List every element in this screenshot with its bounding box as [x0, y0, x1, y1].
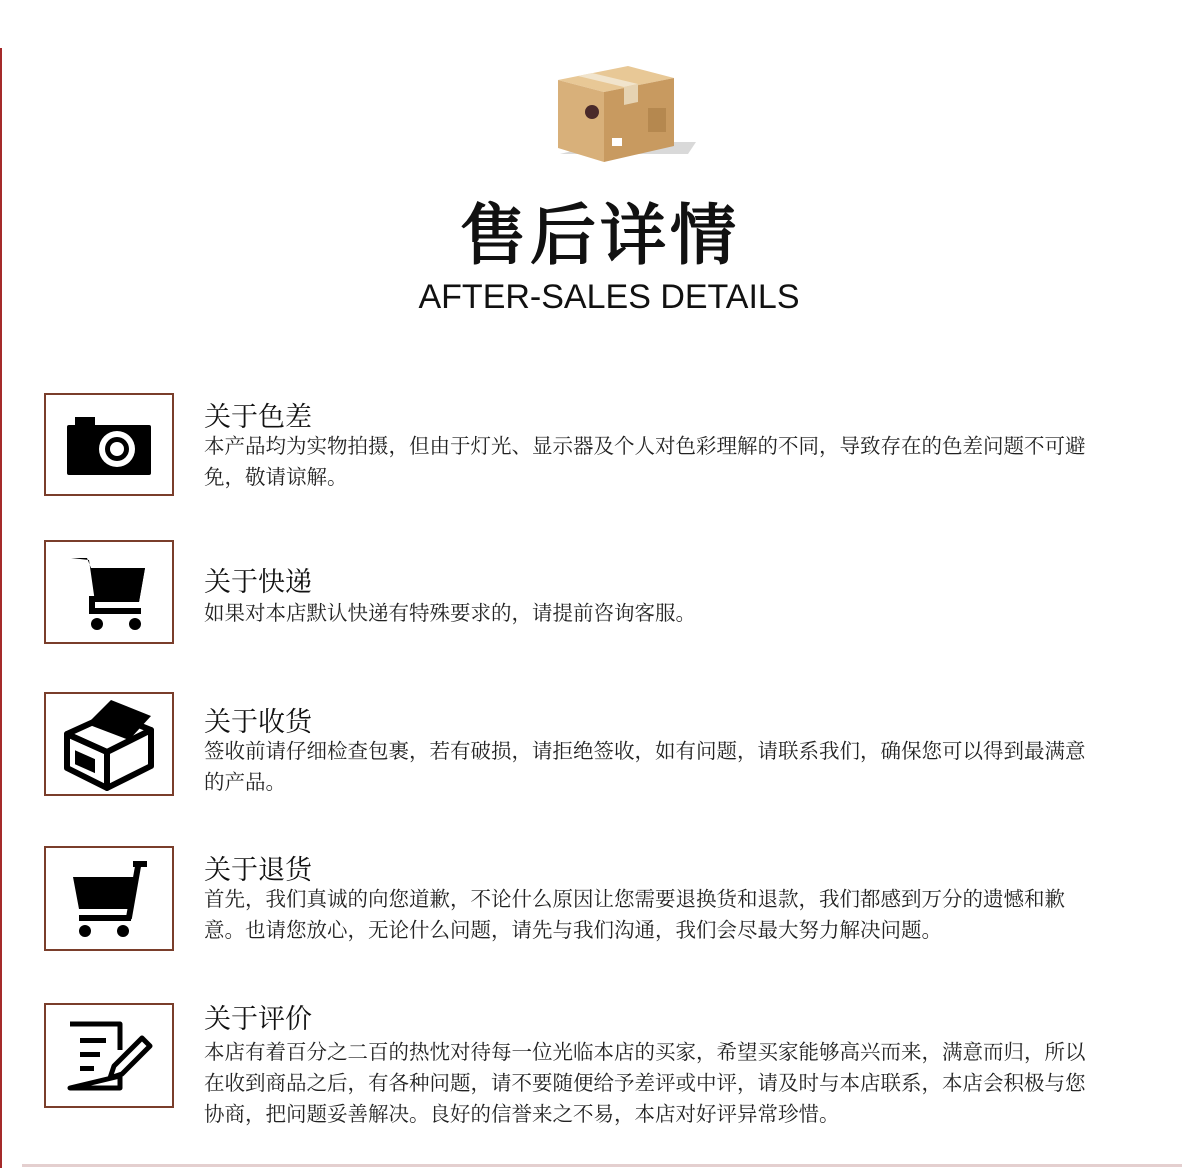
- review-edit-icon: [64, 1020, 154, 1092]
- item-title: 关于收货: [204, 707, 312, 738]
- icon-frame: [44, 692, 174, 796]
- item-title: 关于退货: [204, 855, 312, 886]
- camera-icon: [67, 415, 151, 475]
- shopping-cart-icon: [69, 552, 149, 632]
- item-title: 关于色差: [204, 402, 312, 433]
- item-body: 如果对本店默认快递有特殊要求的，请提前咨询客服。: [204, 601, 696, 625]
- item-title: 关于快递: [204, 567, 312, 598]
- bottom-border-line: [22, 1164, 1182, 1167]
- page-title: 售后详情: [460, 197, 740, 274]
- icon-frame: [44, 393, 174, 496]
- icon-frame: [44, 846, 174, 951]
- cardboard-box-icon: [548, 58, 698, 166]
- item-title: 关于评价: [204, 1004, 312, 1035]
- item-body: 签收前请仔细检查包裹，若有破损，请拒绝签收，如有问题，请联系我们，确保您可以得到最满意的产品。: [204, 739, 1086, 794]
- item-body: 本产品均为实物拍摄，但由于灯光、显示器及个人对色彩理解的不同，导致存在的色差问题不可避免，敬请谅解。: [204, 434, 1086, 489]
- page-subtitle: AFTER-SALES DETAILS: [418, 278, 800, 316]
- icon-frame: [44, 540, 174, 644]
- shopping-cart-icon: [69, 859, 149, 939]
- item-body: 本店有着百分之二百的热忱对待每一位光临本店的买家，希望买家能够高兴而来，满意而归，所以在收到商品之后，有各种问题，请不要随便给予差评或中评，请及时与本店联系，本店会积极与您协商，把问题妥善解决。良好的信誉来之不易，本店对好评异常珍惜。: [204, 1040, 1086, 1126]
- package-icon: [61, 696, 157, 792]
- icon-frame: [44, 1003, 174, 1108]
- item-body: 首先，我们真诚的向您道歉，不论什么原因让您需要退换货和退款，我们都感到万分的遗憾和歉意。也请您放心，无论什么问题，请先与我们沟通，我们会尽最大努力解决问题。: [204, 887, 1065, 942]
